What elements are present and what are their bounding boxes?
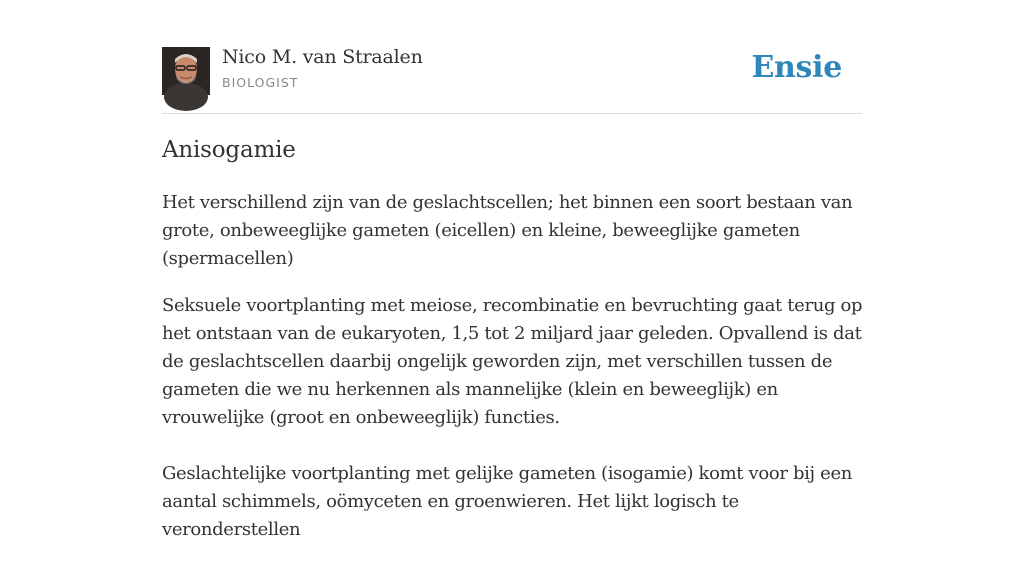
avatar-photo-icon [162, 47, 210, 95]
article-title: Anisogamie [162, 137, 296, 163]
article-body [162, 189, 872, 563]
avatar[interactable] [162, 47, 210, 95]
definition-paragraph: Het verschillend zijn van de geslachtscellen; het binnen een soort bestaan van grote, onbeweeglijke gameten (eicellen) en kleine, beweeglijke gameten (spermacellen) [162, 192, 853, 269]
body-paragraph: Geslachtelijke voortplanting met gelijke gameten (isogamie) komt voor bij een aantal schimmels, oömyceten en groenwieren. Het lijkt logisch te veronderstellen [162, 463, 853, 540]
header-divider [162, 113, 862, 114]
author-name[interactable]: Nico M. van Straalen [222, 46, 423, 68]
brand-logo[interactable]: Ensie [751, 50, 842, 85]
author-header [162, 46, 862, 98]
body-paragraph: Seksuele voortplanting met meiose, recombinatie en bevruchting gaat terug op het ontstaan van de eukaryoten, 1,5 tot 2 miljard jaar geleden. Opvallend is dat de geslachtscellen daarbij ongelijk geworden zijn, met verschillen tussen de gameten die we nu herkennen als mannelijke (klein en beweeglijk) en vrouwelijke (groot en onbeweeglijk) functies. [162, 295, 863, 428]
author-role: BIOLOGIST [222, 75, 299, 90]
